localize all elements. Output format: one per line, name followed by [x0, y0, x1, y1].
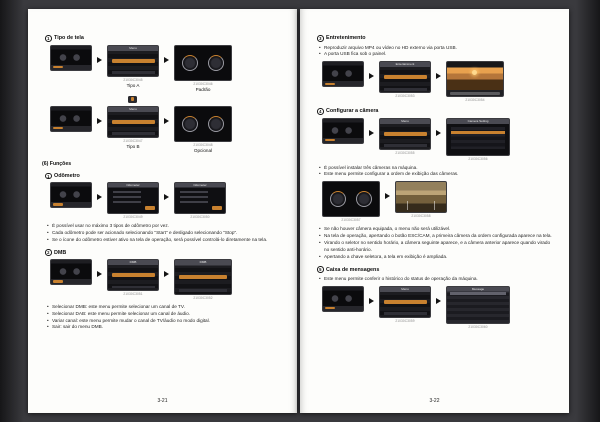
arrow-icon	[164, 118, 169, 124]
figure-row-camera-setting	[322, 118, 557, 161]
screen-title: DMB	[199, 259, 207, 264]
monitor-video-playback-screenshot	[446, 61, 504, 97]
bullet-item: • É possível usar no máximo 3 tipos de odômetro por vez.	[47, 223, 283, 230]
screen-title: Menu	[129, 45, 137, 50]
monitor-operation-screenshot	[322, 61, 364, 87]
screen-title: Menu	[401, 118, 409, 123]
arrow-icon	[369, 130, 374, 136]
monitor-dmb-screenshot	[174, 259, 232, 295]
figure-label: Tipo A	[126, 82, 140, 88]
section-title: Configurar a câmera	[326, 108, 379, 115]
monitor-menu-screenshot	[107, 45, 159, 77]
monitor-operation-screenshot	[50, 259, 92, 285]
arrow-icon	[97, 271, 102, 277]
monitor-dmb-menu-screenshot	[107, 259, 159, 291]
section-number-badge: 1	[45, 173, 52, 180]
figure-caption: 21030C3053	[395, 94, 415, 99]
monitor-menu-screenshot	[379, 286, 431, 318]
screen-title: Camera Setting	[467, 118, 489, 123]
page-number: 3-21	[157, 398, 168, 404]
section-number-badge: 4	[317, 108, 324, 115]
dmb-bullets	[47, 304, 283, 331]
figure	[322, 181, 380, 222]
screen-title: Odometer	[126, 183, 140, 187]
section-heading-screen-type	[45, 35, 285, 42]
figure-caption: 21030C3059	[395, 318, 415, 323]
figure-caption: 21030C3058	[411, 214, 431, 219]
section-number-badge: 3	[317, 35, 324, 42]
figure-row-screen-type-b	[50, 106, 285, 153]
bullet-item: • Variar canal: este menu permite mudar o canal de TV/áudio no modo digital.	[47, 318, 283, 325]
camera-bullets-top	[319, 165, 555, 179]
monitor-operation-screenshot	[50, 45, 92, 71]
screen-title: Entertainment	[395, 62, 415, 67]
section-heading-camera	[317, 108, 557, 115]
figure-caption: 21030C3054	[465, 98, 485, 103]
bullet-item: • Apertando a chave seletora, a tela em exibição é ampliada.	[319, 254, 555, 261]
monitor-operation-screenshot	[50, 182, 92, 208]
bullet-item: • Reproduzir arquivo MP4 ou vídeo no HD externo via porta USB.	[319, 45, 555, 52]
bullet-item: • Selecionar DAB: este menu permite selecionar um canal de áudio.	[47, 311, 283, 318]
bullet-item: • Sair: sair do menu DMB.	[47, 324, 283, 331]
figure	[174, 259, 232, 300]
camera-bullets-bottom	[319, 226, 555, 260]
figure-caption: 21030C3055	[395, 150, 415, 155]
monitor-menu-screenshot	[107, 106, 159, 138]
bullet-item: • Cada odômetro pode ser acionado selecionando "Start" e desligado selecionando "Stop".	[47, 230, 283, 237]
bullet-item: • Virando o seletor no sentido horário, a câmera seguinte aparece, e a câmera anterior aparece quando virado no sentido anti-horário.	[319, 240, 555, 254]
bullet-item: • Selecionar DMB: este menu permite selecionar um canal de TV.	[47, 304, 283, 311]
figure-caption: 21030C3049	[123, 215, 143, 219]
figure	[446, 61, 504, 102]
arrow-icon	[436, 73, 441, 79]
arrow-icon	[164, 194, 169, 200]
messages-bullets	[319, 276, 555, 283]
figure	[50, 182, 92, 208]
figure	[50, 45, 92, 71]
figure	[379, 286, 431, 323]
figure	[322, 118, 364, 144]
odometer-bullets	[47, 223, 283, 243]
screen-title: Menu	[129, 106, 137, 111]
monitor-cluster-screenshot	[174, 106, 232, 142]
section-number-badge: 5	[317, 266, 324, 273]
functions-heading: (6) Funções	[42, 160, 72, 167]
arrow-icon	[436, 298, 441, 304]
arrow-icon	[164, 57, 169, 63]
entertainment-bullets	[319, 45, 555, 59]
arrow-icon	[385, 193, 390, 199]
figure	[395, 181, 447, 218]
figure	[50, 106, 92, 132]
section-number-badge: 1	[45, 35, 52, 42]
section-heading-messages	[317, 266, 557, 273]
page-left	[28, 9, 297, 413]
section-number-badge: 2	[45, 249, 52, 256]
figure-row-entertainment	[322, 61, 557, 102]
figure-caption: 21030C3050	[190, 215, 210, 219]
section-title: Odômetro	[54, 172, 80, 179]
arrow-icon	[97, 194, 102, 200]
section-title: Tipo de tela	[54, 35, 84, 42]
bullet-item: • Se o ícone do odômetro estiver ativo na tela de operação, será possível controlá-lo diretamente na tela.	[47, 237, 283, 244]
section-heading-entertainment	[317, 35, 557, 42]
screen-title: Menu	[401, 286, 409, 291]
figure-label: Opcional	[193, 147, 213, 153]
section-title: Entretenimento	[326, 35, 366, 42]
figure	[107, 259, 159, 296]
figure-label: Padrão	[195, 86, 211, 92]
figure-caption: 21030C3057	[341, 218, 361, 223]
section-title: Caixa de mensagens	[326, 266, 380, 273]
arrow-icon	[97, 118, 102, 124]
monitor-entertainment-menu-screenshot	[379, 61, 431, 93]
monitor-cluster-screenshot	[322, 181, 380, 217]
section-title: DMB	[54, 249, 67, 256]
monitor-cluster-screenshot	[174, 45, 232, 81]
monitor-operation-screenshot	[50, 106, 92, 132]
figure	[50, 259, 92, 285]
figure	[107, 106, 159, 149]
section-heading-dmb	[45, 249, 285, 256]
monitor-operation-screenshot	[322, 286, 364, 312]
figure	[322, 61, 364, 87]
arrow-icon	[436, 130, 441, 136]
monitor-operation-screenshot	[322, 118, 364, 144]
figure-row-odometer	[50, 182, 285, 219]
arrow-icon	[369, 73, 374, 79]
screen-title: DMB	[129, 259, 137, 264]
figure-caption: 21030C3052	[193, 295, 213, 300]
figure	[107, 182, 159, 219]
bullet-item: • Este menu permite configurar a ordem de exibição das câmeras.	[319, 171, 555, 178]
figure-row-screen-type-a	[50, 45, 285, 92]
figure	[107, 45, 159, 88]
figure	[322, 286, 364, 312]
figure-label: Tipo B	[126, 143, 140, 149]
figure-caption: 21030C3060	[468, 324, 488, 329]
arrow-icon	[97, 57, 102, 63]
figure	[446, 118, 510, 161]
monitor-menu-screenshot	[379, 118, 431, 150]
bullet-item: • Na tela de operação, apertando o botão ESC/CAM, a primeira câmera da ordem configurada aparece na tela.	[319, 233, 555, 240]
bullet-item: • Este menu permite conferir o histórico do status de operação da máquina.	[319, 276, 555, 283]
page-number: 3-22	[429, 398, 440, 404]
figure	[174, 182, 226, 219]
figure	[174, 45, 232, 92]
figure-caption: 21030C3046	[193, 81, 213, 86]
figure	[446, 286, 510, 329]
arrow-icon	[369, 298, 374, 304]
bullet-item: • A porta USB fica sob o painel.	[319, 51, 555, 58]
figure	[379, 118, 431, 155]
figure	[174, 106, 232, 153]
page-right	[300, 9, 569, 413]
figure-caption: 21030C3056	[468, 156, 488, 161]
figure	[379, 61, 431, 98]
screen-title: Message	[471, 286, 485, 291]
figure-caption: 21030C3045	[123, 77, 143, 82]
arrow-icon	[164, 271, 169, 277]
figure-caption: 21030C3048	[193, 142, 213, 147]
figure-row-messages	[322, 286, 557, 329]
figure-caption: 21030C3051	[123, 291, 143, 296]
monitor-message-box-screenshot	[446, 286, 510, 324]
jog-switch-icon	[128, 96, 137, 103]
monitor-camera-view-screenshot	[395, 181, 447, 213]
figure-caption: 21030C3047	[123, 138, 143, 143]
monitor-odometer-screenshot	[107, 182, 159, 214]
section-heading-odometer	[45, 173, 285, 180]
bullet-item: • Se não houver câmera equipada, o menu não será utilizável.	[319, 226, 555, 233]
figure-row-camera-view	[322, 181, 557, 222]
screen-title: Odometer	[193, 183, 207, 187]
monitor-odometer-screenshot	[174, 182, 226, 214]
monitor-camera-setting-screenshot	[446, 118, 510, 156]
figure-row-dmb	[50, 259, 285, 300]
bullet-item: • É possível instalar três câmeras na máquina.	[319, 165, 555, 172]
